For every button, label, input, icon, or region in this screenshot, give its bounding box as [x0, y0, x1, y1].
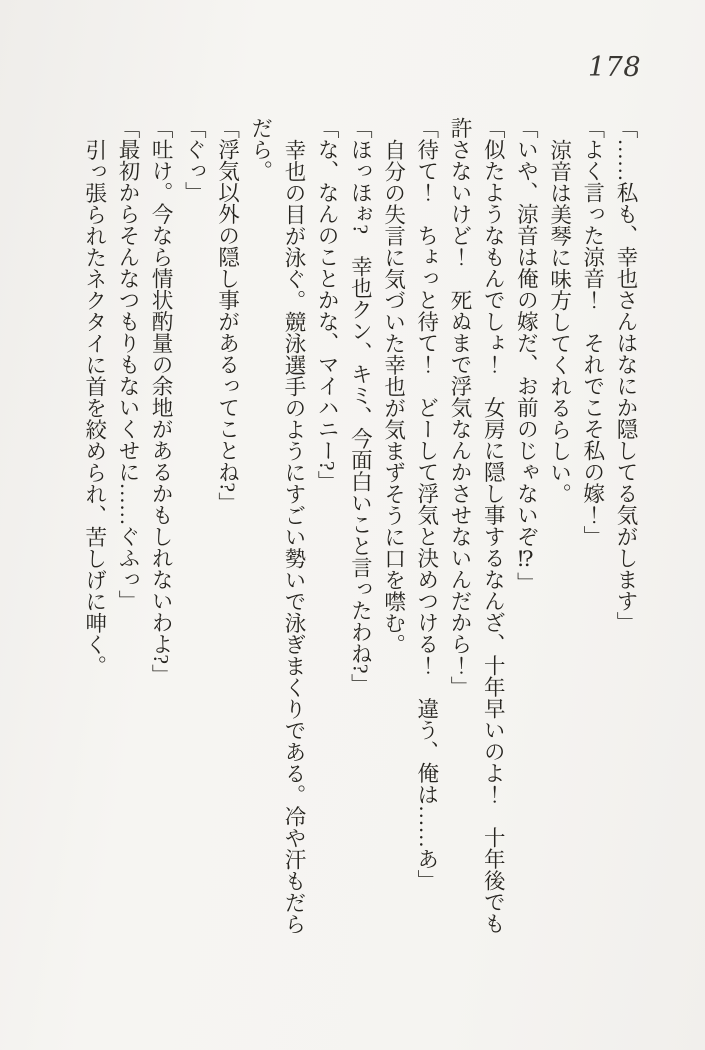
paragraph-5: 「似たようなもんでしょ！ 女房に隠し事するなんざ、十年早いのよ！ 十年後でも許さないけど！ 死ぬまで浮気なんかさせないんだから！」 [447, 117, 506, 934]
paragraph-11: 「浮気以外の隠し事があるってことね?」 [215, 117, 240, 514]
paragraph-4: 「いや、涼音は俺の嫁だ、お前のじゃないぞ⁉」 [514, 117, 539, 594]
paragraph-14: 「最初からそんなつもりもないくせに……ぐふっ」 [115, 117, 140, 612]
paragraph-3: 涼音は美琴に味方してくれるらしい。 [547, 138, 572, 504]
page-number: 178 [588, 52, 642, 83]
paragraph-15: 引っ張られたネクタイに首を絞められ、苦しげに呻く。 [82, 138, 107, 676]
paragraph-9: 「な、なんのことかな、マイハニー?」 [315, 117, 340, 493]
paragraph-12: 「ぐっ」 [182, 117, 207, 203]
paragraph-1: 「……私も、幸也さんはなにか隠してる気がします」 [614, 117, 638, 633]
paragraph-2: 「よく言った涼音！ それでこそ私の嫁！」 [580, 117, 605, 547]
paragraph-8: 「ほっほぉ? 幸也クン、キミ、今面白いこと言ったわね?」 [348, 117, 373, 696]
paragraph-6: 「待て！ ちょっと待て！ どーして浮気と決めつける！ 違う、俺は……あ」 [414, 117, 439, 891]
text-block [78, 117, 642, 937]
paragraph-7: 自分の失言に気づいた幸也が気まずそうに口を噤む。 [381, 138, 406, 655]
paragraph-13: 「吐け。今なら情状酌量の余地があるかもしれないわよ?」 [149, 117, 174, 686]
paragraph-10: 幸也の目が泳ぐ。競泳選手のようにすごい勢いで泳ぎまくりである。冷や汗もだらだら。 [248, 117, 306, 934]
